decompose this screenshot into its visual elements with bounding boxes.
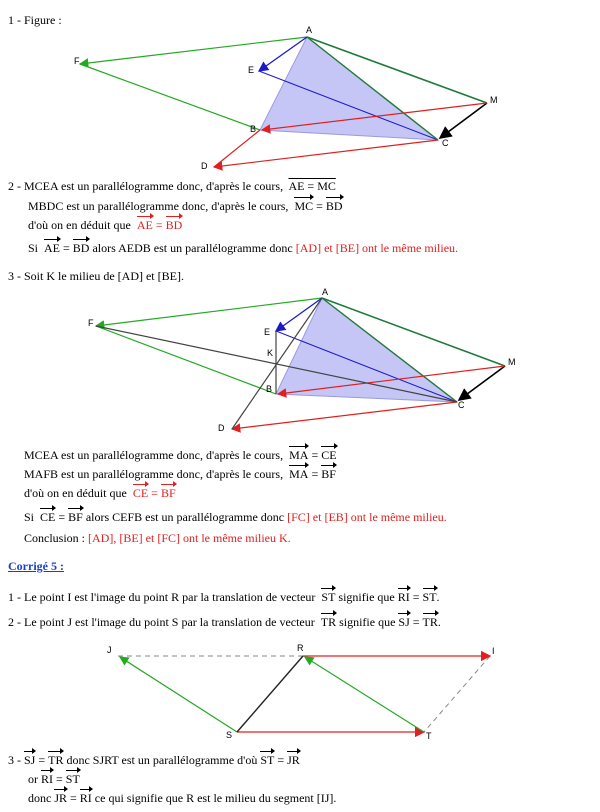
point-label-b-2: B (266, 384, 273, 394)
s5b-line3: donc JR = RI ce qui signifie que R est le milieu du segment [IJ]. (28, 791, 337, 805)
point-label-m-2: M (508, 357, 516, 367)
s5-line1: 1 - Le point I est l'image du point R par la translation de vecteur ST signifie que RI = ST. (8, 590, 440, 604)
s2-line3: d'où on en déduit que AE = BD (28, 218, 183, 232)
section3-heading: 3 - Soit K le milieu de [AD] et [BE]. (8, 269, 184, 283)
vector-cd-2 (232, 402, 457, 429)
point-label-f: F (74, 56, 80, 66)
vector-cd (214, 140, 438, 167)
vector-af (80, 37, 307, 64)
point-label-b: B (250, 124, 257, 134)
s5b-line1: 3 - SJ = TR donc SJRT est un parallélogramme d'où ST = JR (8, 753, 300, 767)
figure-2 (96, 298, 505, 429)
point-label-r: R (297, 643, 304, 653)
s2-line4: Si AE = BD alors AEDB est un parallélogramme donc [AD] et [BE] ont le même milieu. (28, 241, 459, 255)
s3-line4: Si CE = BF alors CEFB est un parallélogramme donc [FC] et [EB] ont le même milieu. (24, 510, 447, 524)
point-label-c-2: C (458, 400, 465, 410)
point-label-a-2: A (322, 287, 329, 297)
segment-sr (237, 656, 303, 732)
point-label-m: M (490, 95, 498, 105)
s3-line3: d'où on en déduit que CE = BF (24, 486, 176, 500)
segment-bd (214, 130, 260, 167)
figure-3 (118, 656, 490, 732)
s2-line2: MBDC est un parallélogramme donc, d'après le cours, MC = BD (28, 199, 343, 213)
point-label-i: I (492, 646, 495, 656)
point-label-d-2: D (218, 423, 225, 433)
segment-bf (80, 64, 260, 130)
vector-tr (305, 657, 424, 732)
vector-sj (120, 657, 237, 732)
point-label-j: J (107, 645, 112, 655)
point-label-a: A (306, 25, 313, 35)
s3-line1: MCEA est un parallélogramme donc, d'après le cours, MA = CE (24, 448, 337, 462)
point-label-t: T (426, 731, 432, 741)
figure-1 (80, 37, 487, 167)
s3-line2: MAFB est un parallélogramme donc, d'après le cours, MA = BF (24, 467, 336, 481)
point-label-d: D (201, 161, 208, 171)
point-label-k: K (267, 348, 274, 358)
s5b-line2: or RI = ST (28, 772, 80, 786)
point-label-c: C (442, 138, 449, 148)
section1-heading: 1 - Figure : (8, 13, 62, 27)
corrige-5-title[interactable]: Corrigé 5 : (8, 559, 64, 573)
point-label-e-2: E (264, 327, 271, 337)
s3-conclusion: Conclusion : [AD], [BE] et [FC] ont le même milieu K. (24, 531, 291, 545)
triangle-abc-2 (276, 298, 457, 402)
point-label-s: S (226, 730, 233, 740)
segment-bf-2 (96, 326, 276, 394)
s5-line2: 2 - Le point J est l'image du point S par la translation de vecteur TR signifie que SJ = TR. (8, 615, 441, 629)
s2-line1: 2 - MCEA est un parallélogramme donc, d'après le cours, AE = MC (8, 179, 336, 193)
dashed-it (424, 656, 490, 732)
point-label-e: E (248, 65, 255, 75)
point-label-f-2: F (88, 318, 94, 328)
